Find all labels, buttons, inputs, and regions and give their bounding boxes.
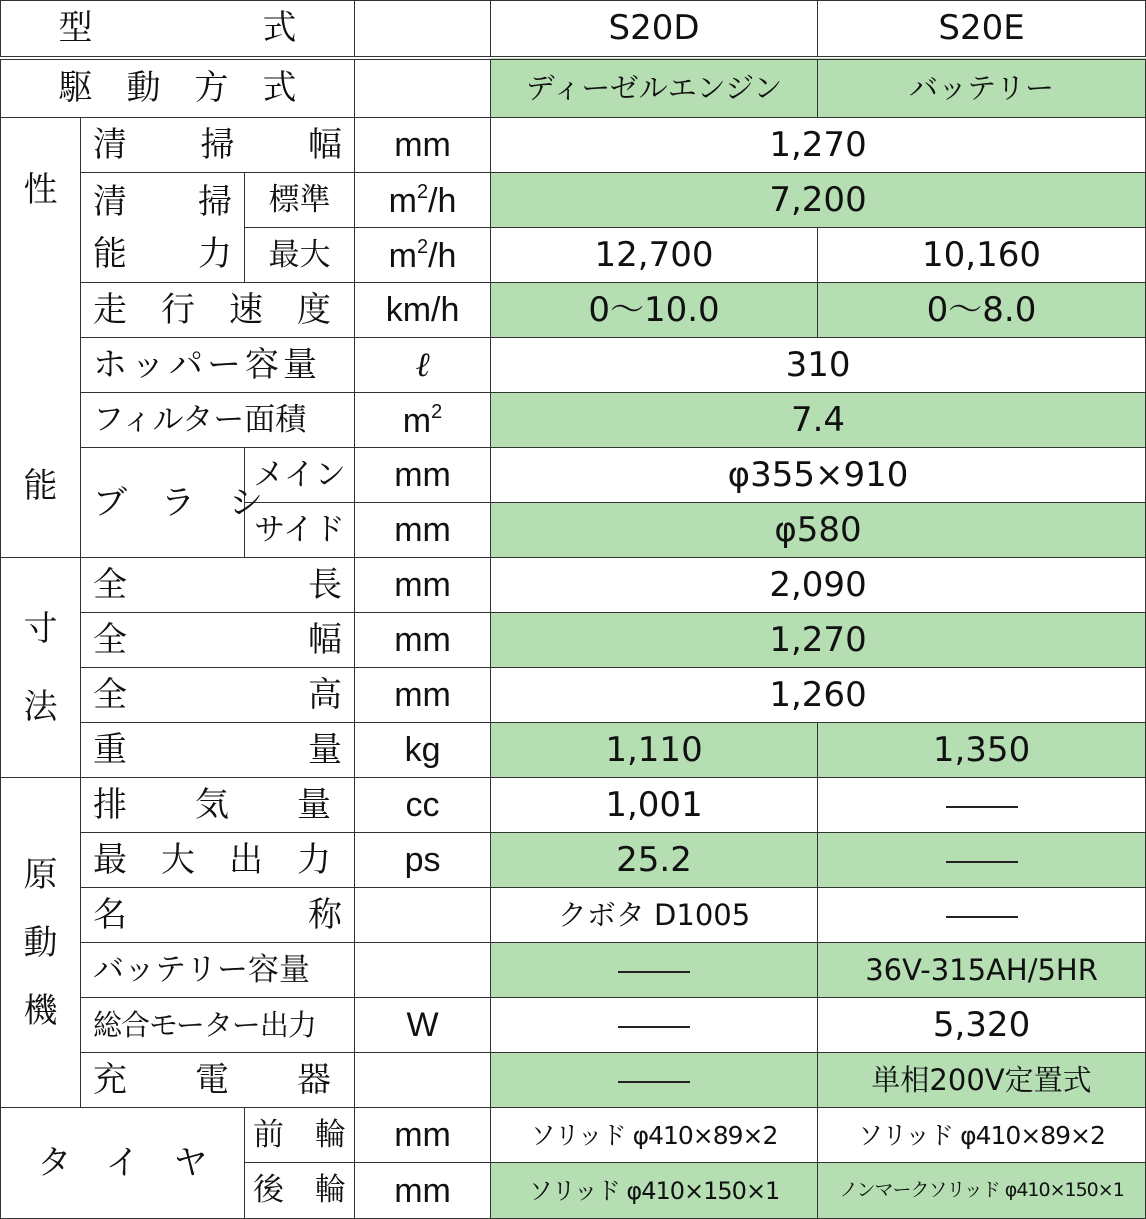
length-row bbox=[1, 558, 1146, 613]
category-engine-2: 動 bbox=[23, 922, 58, 963]
dash-icon bbox=[946, 861, 1018, 863]
brush-main-row bbox=[1, 448, 1146, 503]
sweep-width-value: 1,270 bbox=[491, 118, 1146, 173]
weight-row bbox=[1, 723, 1146, 778]
battery-s20d bbox=[491, 943, 818, 998]
travel-speed-row bbox=[1, 283, 1146, 338]
charger-unit bbox=[355, 1053, 491, 1108]
max-output-s20e bbox=[818, 833, 1146, 888]
travel-speed-label: 走 行 速 度 bbox=[81, 283, 355, 338]
sweep-capacity-max-unit: $m^2/h$ bbox=[355, 228, 491, 283]
category-engine-1: 原 bbox=[23, 854, 58, 895]
width-row bbox=[1, 613, 1146, 668]
travel-speed-s20e: 0〜8.0 bbox=[818, 283, 1146, 338]
tire-front-s20d: ソリッド φ410×89×2 bbox=[491, 1108, 818, 1163]
sweep-width-unit: mm bbox=[355, 118, 491, 173]
engine-name-row bbox=[1, 888, 1146, 943]
motor-s20d bbox=[491, 998, 818, 1053]
motor-unit: W bbox=[355, 998, 491, 1053]
sweep-capacity-std-value: 7,200 bbox=[491, 173, 1146, 228]
sweep-width-label: 清 掃 幅 bbox=[81, 118, 355, 173]
dash-icon bbox=[946, 916, 1018, 918]
sweep-width-row bbox=[1, 118, 1146, 173]
drive-row bbox=[1, 58, 1146, 118]
sweep-capacity-max-label: 最大 bbox=[245, 228, 355, 283]
displacement-s20e bbox=[818, 778, 1146, 833]
dash-icon bbox=[618, 1081, 690, 1083]
brush-main-value: φ355×910 bbox=[491, 448, 1146, 503]
category-dimensions bbox=[1, 558, 81, 778]
tire-front-s20e: ソリッド φ410×89×2 bbox=[818, 1108, 1146, 1163]
dash-icon bbox=[946, 806, 1018, 808]
dash-icon bbox=[618, 1026, 690, 1028]
hopper-unit: ℓ bbox=[355, 338, 491, 393]
motor-row bbox=[1, 998, 1146, 1053]
displacement-row bbox=[1, 778, 1146, 833]
filter-row bbox=[1, 393, 1146, 448]
travel-speed-s20d: 0〜10.0 bbox=[491, 283, 818, 338]
charger-s20d bbox=[491, 1053, 818, 1108]
brush-side-value: φ580 bbox=[491, 503, 1146, 558]
battery-s20e: 36V-315AH/5HR bbox=[818, 943, 1146, 998]
brush-side-label: サイド bbox=[245, 503, 355, 558]
category-engine-3: 機 bbox=[23, 990, 58, 1031]
travel-speed-unit: km/h bbox=[355, 283, 491, 338]
filter-label: フィルター面積 bbox=[81, 393, 355, 448]
category-dimensions-bottom: 法 bbox=[23, 686, 58, 727]
header-unit-cell bbox=[355, 1, 491, 58]
header-row bbox=[1, 1, 1146, 58]
category-performance bbox=[1, 118, 81, 558]
width-label: 全 幅 bbox=[81, 613, 355, 668]
max-output-unit: ps bbox=[355, 833, 491, 888]
sweep-capacity-max-s20d: 12,700 bbox=[491, 228, 818, 283]
weight-s20e: 1,350 bbox=[818, 723, 1146, 778]
drive-s20e: バッテリー bbox=[818, 58, 1146, 118]
model-label: 型 式 bbox=[1, 1, 355, 58]
filter-value: 7.4 bbox=[491, 393, 1146, 448]
category-performance-bottom: 能 bbox=[23, 465, 58, 506]
drive-s20d: ディーゼルエンジン bbox=[491, 58, 818, 118]
charger-row bbox=[1, 1053, 1146, 1108]
length-unit: mm bbox=[355, 558, 491, 613]
tire-front-label: 前 輪 bbox=[245, 1108, 355, 1163]
sweep-capacity-std-row bbox=[1, 173, 1146, 228]
tire-front-unit: mm bbox=[355, 1108, 491, 1163]
length-label: 全 長 bbox=[81, 558, 355, 613]
brush-main-label: メイン bbox=[245, 448, 355, 503]
engine-name-unit bbox=[355, 888, 491, 943]
battery-label: バッテリー容量 bbox=[81, 943, 355, 998]
sweep-capacity-std-label: 標準 bbox=[245, 173, 355, 228]
height-unit: mm bbox=[355, 668, 491, 723]
hopper-row bbox=[1, 338, 1146, 393]
brush-label: ブ ラ シ bbox=[81, 448, 245, 558]
hopper-label: ホッパー容量 bbox=[81, 338, 355, 393]
weight-label: 重 量 bbox=[81, 723, 355, 778]
hopper-value: 310 bbox=[491, 338, 1146, 393]
displacement-s20d: 1,001 bbox=[491, 778, 818, 833]
width-value: 1,270 bbox=[491, 613, 1146, 668]
charger-label: 充 電 器 bbox=[81, 1053, 355, 1108]
sweep-capacity-max-s20e: 10,160 bbox=[818, 228, 1146, 283]
drive-label: 駆 動 方 式 bbox=[1, 58, 355, 118]
height-value: 1,260 bbox=[491, 668, 1146, 723]
engine-name-s20d: クボタ D1005 bbox=[491, 888, 818, 943]
length-value: 2,090 bbox=[491, 558, 1146, 613]
tire-rear-unit: mm bbox=[355, 1163, 491, 1219]
tire-rear-s20d: ソリッド φ410×150×1 bbox=[491, 1163, 818, 1219]
category-engine bbox=[1, 778, 81, 1108]
model-s20d: S20D bbox=[491, 1, 818, 58]
width-unit: mm bbox=[355, 613, 491, 668]
tire-rear-label: 後 輪 bbox=[245, 1163, 355, 1219]
motor-s20e: 5,320 bbox=[818, 998, 1146, 1053]
brush-main-unit: mm bbox=[355, 448, 491, 503]
model-s20e: S20E bbox=[818, 1, 1146, 58]
sweep-capacity-label: 清 掃 能 力 bbox=[81, 173, 245, 283]
displacement-unit: cc bbox=[355, 778, 491, 833]
weight-unit: kg bbox=[355, 723, 491, 778]
tire-front-row bbox=[1, 1108, 1146, 1163]
filter-unit: $m^2$ bbox=[355, 393, 491, 448]
tire-rear-s20e: ノンマークソリッド φ410×150×1 bbox=[818, 1163, 1146, 1219]
displacement-label: 排 気 量 bbox=[81, 778, 355, 833]
weight-s20d: 1,110 bbox=[491, 723, 818, 778]
battery-row bbox=[1, 943, 1146, 998]
sweep-capacity-std-unit: $m^2/h$ bbox=[355, 173, 491, 228]
engine-name-s20e bbox=[818, 888, 1146, 943]
battery-unit bbox=[355, 943, 491, 998]
dash-icon bbox=[618, 971, 690, 973]
height-row bbox=[1, 668, 1146, 723]
max-output-label: 最 大 出 力 bbox=[81, 833, 355, 888]
max-output-s20d: 25.2 bbox=[491, 833, 818, 888]
category-dimensions-top: 寸 bbox=[23, 608, 58, 649]
engine-name-label: 名 称 bbox=[81, 888, 355, 943]
category-performance-top: 性 bbox=[23, 169, 58, 210]
motor-label: 総合モーター出力 bbox=[81, 998, 355, 1053]
tire-label: タ イ ヤ bbox=[1, 1108, 245, 1219]
charger-s20e: 単相200V定置式 bbox=[818, 1053, 1146, 1108]
brush-side-unit: mm bbox=[355, 503, 491, 558]
drive-unit-cell bbox=[355, 58, 491, 118]
max-output-row bbox=[1, 833, 1146, 888]
height-label: 全 高 bbox=[81, 668, 355, 723]
